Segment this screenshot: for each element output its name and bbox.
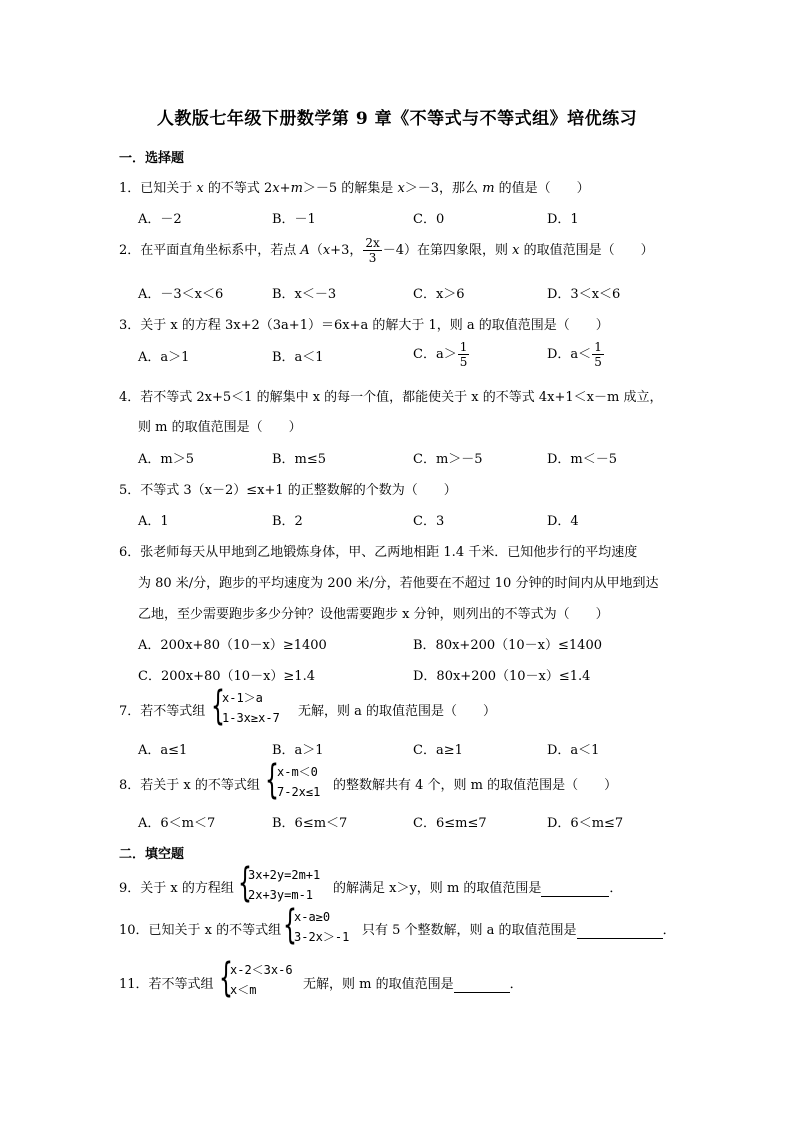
q1-var-x3: x [397, 181, 405, 196]
q6-option-a[interactable]: A．200x+80（10－x）≥1400 [138, 638, 327, 653]
q3-option-a[interactable]: A．a＞1 [138, 350, 190, 365]
q7-inequality-2: 1-3x≥x-7 [222, 711, 280, 725]
question-number: 2． [119, 243, 141, 258]
q8-option-d[interactable]: D．6＜m≤7 [547, 816, 624, 831]
q10-inequality-2: 3-2x＞-1 [294, 930, 350, 944]
q4-option-d[interactable]: D．m＜－5 [547, 452, 618, 467]
question-4 [119, 386, 662, 405]
q2-var-x: x [322, 243, 331, 258]
q2-var-x2: x [512, 243, 520, 258]
q2-option-b[interactable]: B．x＜－3 [272, 287, 337, 302]
question-3 [119, 314, 609, 333]
q8-inequality-1: x-m＜0 [277, 765, 318, 779]
q9-post: 的解满足 x＞y，则 m 的取值范围是 [333, 881, 542, 896]
q5-option-a[interactable]: A．1 [138, 514, 169, 529]
q6-option-b[interactable]: B．80x+200（10－x）≤1400 [413, 638, 602, 653]
q4-option-a[interactable]: A．m＞5 [138, 452, 194, 467]
q7-brace: { [211, 683, 225, 729]
fraction-denominator: 5 [594, 355, 602, 369]
q10-answer-blank[interactable] [577, 923, 663, 939]
q4-text-line1: 若不等式 2x+5＜1 的解集中 x 的每一个值，都能使关于 x 的不等式 4x+1＜x－m 成立， [140, 390, 663, 405]
q3-c-fraction [458, 340, 470, 369]
q7-system [222, 688, 280, 728]
q2-text-pre: 在平面直角坐标系中，若点 [140, 243, 301, 258]
q2-text-mid3: －4）在第四象限，则 [382, 243, 513, 258]
q6-text-line3: 乙地，至少需要跑步多少分钟？设他需要跑步 x 分钟，则列出的不等式为（ ） [138, 607, 609, 622]
q8-option-b[interactable]: B．6≤m＜7 [272, 816, 348, 831]
q10-brace: { [283, 902, 297, 948]
question-number: 9． [119, 881, 141, 896]
q8-option-c[interactable]: C．6≤m≤7 [413, 816, 487, 831]
option-label: C．a＞ [413, 347, 457, 362]
q8-brace: { [265, 757, 279, 803]
q3-d-fraction [592, 340, 604, 369]
q6-option-d[interactable]: D．80x+200（10－x）≤1.4 [413, 669, 591, 684]
q3-option-b[interactable]: B．a＜1 [272, 350, 324, 365]
q2-option-a[interactable]: A．－3＜x＜6 [138, 287, 224, 302]
fraction-denominator: 3 [368, 251, 377, 265]
question-number: 8． [119, 778, 141, 793]
q10-text-post [362, 919, 676, 939]
q7-option-a[interactable]: A．a≤1 [138, 743, 188, 758]
q8-inequality-2: 7-2x≤1 [277, 785, 321, 799]
question-number: 1． [119, 181, 141, 196]
q9-brace: { [238, 860, 252, 906]
fraction-numerator: 2x [365, 236, 380, 250]
question-number: 3． [119, 318, 141, 333]
q1-var-x2: x [272, 181, 280, 196]
q1-var-m: m [290, 181, 303, 196]
q11-answer-blank[interactable] [454, 977, 510, 993]
q8-system [277, 762, 320, 802]
q4-option-b[interactable]: B．m≤5 [272, 452, 327, 467]
question-number: 5． [119, 483, 141, 498]
q1-text-mid2: ＞－5 的解集是 [302, 181, 398, 196]
q11-brace: { [219, 955, 233, 1001]
q11-inequality-1: x-2＜3x-6 [230, 963, 293, 977]
q9-answer-blank[interactable] [541, 881, 609, 897]
q1-text-pre: 已知关于 [140, 181, 197, 196]
question-number: 7． [119, 704, 141, 719]
q11-post: 无解，则 m 的取值范围是 [303, 977, 454, 992]
q9-text-pre [119, 877, 234, 896]
q10-inequality-1: x-a≥0 [294, 910, 331, 924]
section-fill-heading: 二．填空题 [119, 847, 185, 862]
question-2 [119, 236, 654, 265]
q7-option-d[interactable]: D．a＜1 [547, 743, 600, 758]
q8-pre: 若关于 x 的不等式组 [140, 778, 260, 793]
q6-option-c[interactable]: C．200x+80（10－x）≥1.4 [138, 669, 315, 684]
q10-system [294, 907, 349, 947]
q7-option-b[interactable]: B．a＞1 [272, 743, 324, 758]
q2-fraction [363, 236, 381, 265]
q7-text-pre [119, 700, 205, 719]
q7-option-c[interactable]: C．a≥1 [413, 743, 463, 758]
q8-text-pre [119, 774, 260, 793]
q1-text-post: 的值是（ ） [494, 181, 590, 196]
q9-end: ． [609, 881, 623, 896]
q5-option-c[interactable]: C．3 [413, 514, 445, 529]
q8-text-post: 的整数解共有 4 个，则 m 的取值范围是（ ） [333, 778, 618, 793]
q1-option-a[interactable]: A．－2 [138, 212, 182, 227]
question-number: 4． [119, 390, 141, 405]
q10-post: 只有 5 个整数解，则 a 的取值范围是 [362, 923, 577, 938]
q3-text: 关于 x 的方程 3x+2（3a+1）＝6x+a 的解大于 1，则 a 的取值范围是（ ） [140, 318, 609, 333]
q10-pre: 已知关于 x 的不等式组 [148, 923, 282, 938]
q1-var-x: x [196, 181, 204, 196]
q6-text-line1: 张老师每天从甲地到乙地锻炼身体，甲、乙两地相距 1.4 千米．已知他步行的平均速度 [140, 545, 638, 560]
q5-option-b[interactable]: B．2 [272, 514, 303, 529]
question-6 [119, 541, 637, 560]
q9-equation-2: 2x+3y=m-1 [248, 888, 314, 902]
q6-text-line2: 为 80 米/分，跑步的平均速度为 200 米/分，若他要在不超过 10 分钟的时间内从甲地到达 [138, 576, 659, 591]
q1-text-mid1: 的不等式 2 [203, 181, 273, 196]
q2-option-d[interactable]: D．3＜x＜6 [547, 287, 621, 302]
q11-text-post [303, 973, 523, 993]
q5-option-d[interactable]: D．4 [547, 514, 579, 529]
q1-option-d[interactable]: D．1 [547, 212, 579, 227]
q9-system [248, 865, 320, 905]
q1-var-m2: m [482, 181, 495, 196]
q2-text-post: 的取值范围是（ ） [519, 243, 654, 258]
q7-pre: 若不等式组 [140, 704, 206, 719]
q1-option-b[interactable]: B．－1 [272, 212, 316, 227]
q11-text-pre [119, 973, 214, 992]
question-1 [119, 177, 590, 196]
question-number: 6． [119, 545, 141, 560]
q5-text: 不等式 3（x－2）≤x+1 的正整数解的个数为（ ） [140, 483, 457, 498]
q1-plus: + [279, 181, 291, 196]
fraction-denominator: 5 [459, 355, 468, 369]
q11-inequality-2: x＜m [230, 983, 257, 997]
q10-text-pre [119, 919, 281, 938]
q2-option-c[interactable]: C．x＞6 [413, 287, 465, 302]
q1-text-mid3: ＞－3，那么 [404, 181, 483, 196]
q2-text-mid1: （ [309, 243, 323, 258]
q11-system [230, 960, 293, 1000]
page-title: 人教版七年级下册数学第 9 章《不等式与不等式组》培优练习 [156, 109, 638, 129]
question-number: 10． [119, 923, 149, 938]
section-choice-heading: 一．选择题 [119, 151, 185, 166]
q3-option-c[interactable] [413, 340, 470, 369]
q4-text-line2: 则 m 的取值范围是（ ） [138, 420, 302, 435]
q2-point-a: A [300, 243, 310, 258]
option-label: D．a＜ [547, 347, 592, 362]
q3-option-d[interactable] [547, 340, 605, 369]
question-5 [119, 479, 457, 498]
q4-option-c[interactable]: C．m＞－5 [413, 452, 483, 467]
q1-option-c[interactable]: C．0 [413, 212, 445, 227]
q9-pre: 关于 x 的方程组 [140, 881, 234, 896]
q2-text-mid2: +3， [330, 243, 363, 258]
q10-end: ． [662, 923, 676, 938]
q7-text-post: 无解，则 a 的取值范围是（ ） [298, 704, 497, 719]
question-number: 11． [119, 977, 149, 992]
q11-end: ． [509, 977, 523, 992]
q8-option-a[interactable]: A．6＜m＜7 [138, 816, 216, 831]
q7-inequality-1: x-1＞a [222, 691, 263, 705]
fraction-numerator: 1 [459, 340, 468, 354]
fraction-numerator: 1 [594, 340, 602, 354]
q11-pre: 若不等式组 [148, 977, 214, 992]
q9-text-post [333, 877, 622, 897]
q9-equation-1: 3x+2y=2m+1 [248, 868, 321, 882]
